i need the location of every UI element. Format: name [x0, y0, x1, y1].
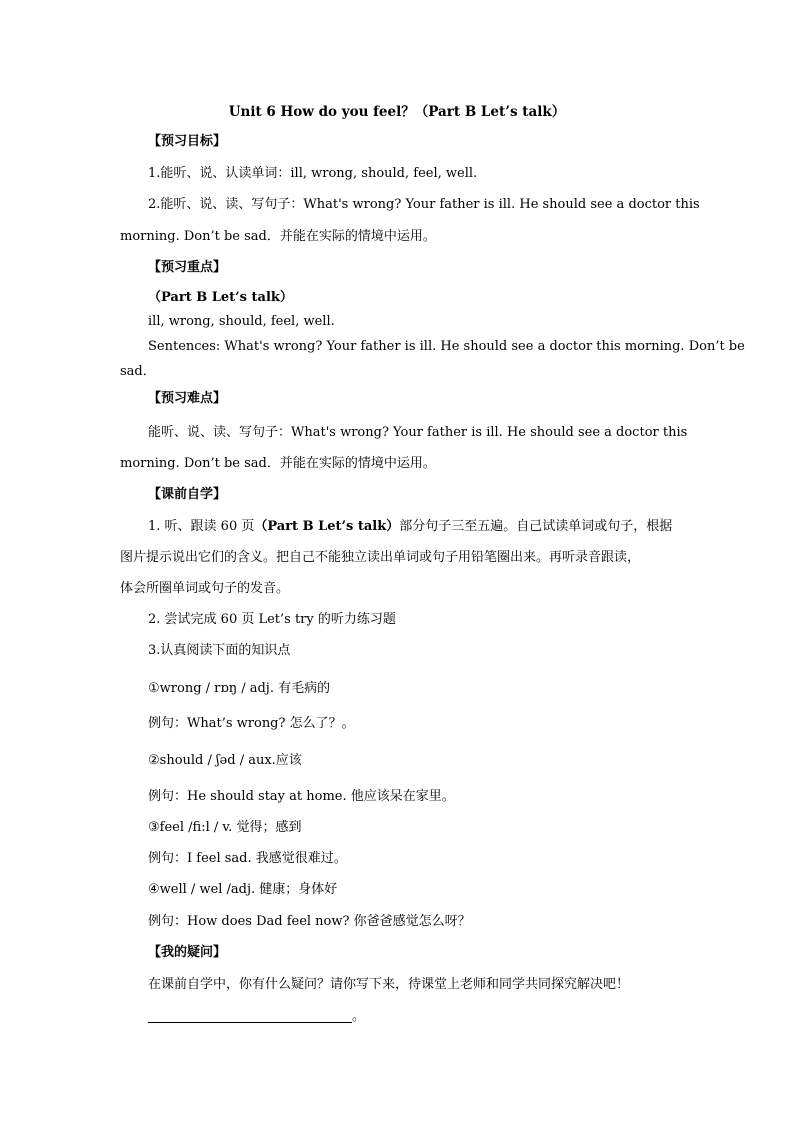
answer-end-mark: 。 — [352, 1009, 366, 1024]
vocab-example-wrong: 例句：What’s wrong? 怎么了？。 — [148, 716, 355, 731]
vocab-entry-feel: ③feel /fi:l / v. 觉得；感到 — [148, 820, 302, 835]
answer-line[interactable] — [148, 1008, 365, 1026]
goals-item-2-line-1: 2.能听、说、读、写句子：What's wrong? Your father is ill. He should see a doctor this — [148, 197, 700, 212]
vocab-example-feel: 例句：I feel sad. 我感觉很难过。 — [148, 851, 347, 866]
difficulties-heading: 【预习难点】 — [148, 391, 227, 406]
vocab-example-should: 例句：He should stay at home. 他应该呆在家里。 — [148, 789, 455, 804]
questions-heading: 【我的疑问】 — [148, 945, 227, 960]
self-study-item-1-line-3: 体会所圈单词或句子的发音。 — [120, 581, 290, 596]
key-points-heading: 【预习重点】 — [148, 260, 227, 275]
difficulties-line-1: 能听、说、读、写句子：What's wrong? Your father is ill. He should see a doctor this — [148, 425, 688, 440]
key-points-words: ill, wrong, should, feel, well. — [148, 314, 335, 329]
questions-text: 在课前自学中，你有什么疑问？请你写下来，待课堂上老师和同学共同探究解决吧！ — [148, 977, 630, 992]
self-study-item-1-post: 部分句子三至五遍。自己试读单词或句子，根据 — [399, 519, 673, 534]
goals-item-1: 1.能听、说、认读单词：ill, wrong, should, feel, well. — [148, 166, 478, 181]
answer-blank[interactable] — [148, 1021, 352, 1023]
self-study-item-1-pre: 1. 听、跟读 60 页 — [148, 519, 255, 534]
key-points-sentences-line-1: Sentences: What's wrong? Your father is ill. He should see a doctor this morning. Don’t be — [148, 339, 745, 354]
vocab-entry-should: ②should / ʃəd / aux.应该 — [148, 753, 302, 768]
self-study-item-1-line-2: 图片提示说出它们的含义。把自己不能独立读出单词或句子用铅笔圈出来。再听录音跟读， — [120, 550, 641, 565]
goals-heading: 【预习目标】 — [148, 134, 227, 149]
page-title: Unit 6 How do you feel？（Part B Let’s talk） — [228, 104, 566, 120]
self-study-item-1-line-1 — [148, 518, 672, 536]
vocab-example-well: 例句：How does Dad feel now? 你爸爸感觉怎么呀？ — [148, 914, 471, 929]
goals-item-2-line-2: morning. Don’t be sad．并能在实际的情境中运用。 — [120, 229, 436, 244]
key-points-sentences-line-2: sad． — [120, 364, 156, 379]
self-study-item-1-bold: （Part B Let’s talk） — [254, 519, 400, 534]
self-study-item-3: 3.认真阅读下面的知识点 — [148, 643, 291, 658]
self-study-heading: 【课前自学】 — [148, 487, 227, 502]
difficulties-line-2: morning. Don’t be sad．并能在实际的情境中运用。 — [120, 456, 436, 471]
vocab-entry-wrong: ①wrong / rɒŋ / adj. 有毛病的 — [148, 681, 331, 696]
self-study-item-2: 2. 尝试完成 60 页 Let’s try 的听力练习题 — [148, 612, 396, 627]
key-points-part: （Part B Let’s talk） — [148, 290, 293, 305]
vocab-entry-well: ④well / wel /adj. 健康；身体好 — [148, 882, 338, 897]
